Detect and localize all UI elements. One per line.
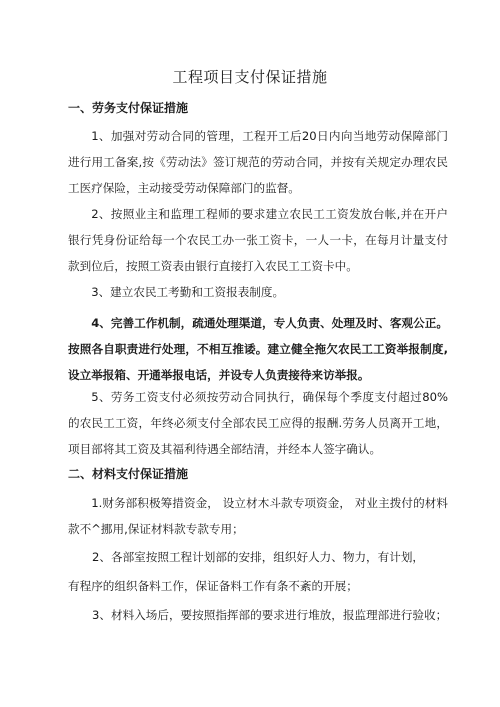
section-heading-labor: 一、劳务支付保证措施	[68, 101, 189, 115]
paragraph-labor-1: 1、加强对劳动合同的管理，工程开工后20日内向当地劳动保障部门进行用工备案,按《劳动法》签订规范的劳动合同，并按有关规定办理农民工医疗保险，主动接受劳动保障部门的监督。	[68, 129, 448, 195]
paragraph-labor-4: 4、完善工作机制，疏通处理渠道，专人负责、处理及时、客观公正。按照各自职责进行处理，不相互推诿。建立健全拖欠农民工工资举报制度,设立举报箱、开通举报电话，并设专人负责接待来访举报。	[68, 316, 448, 382]
document-title: 工程项目支付保证措施	[172, 68, 328, 86]
paragraph-labor-2: 2、按照业主和监理工程师的要求建立农民工工资发放台帐,并在开户银行凭身份证给每一个农民工办一张工资卡，一人一卡，在每月计量支付款到位后，按照工资表由银行直接打入农民工工资卡中。	[68, 207, 448, 273]
paragraph-materials-2-line-1: 2、各部室按照工程计划部的安排，组织好人力、物力，有计划，	[92, 550, 425, 564]
paragraph-materials-1: 1.财务部积极筹措资金， 设立材木斗款专项资金， 对业主拨付的材料款不^挪用,保证材料款专款专用；	[68, 496, 448, 536]
paragraph-materials-2-line-2: 有程序的组织备料工作，保证备料工作有条不紊的开展；	[68, 579, 358, 593]
paragraph-materials-3: 3、材料入场后，要按照指挥部的要求进行堆放，报监理部进行验收；	[92, 608, 448, 622]
paragraph-labor-3: 3、建立农民工考勤和工资报表制度。	[91, 285, 285, 299]
section-heading-materials: 二、材料支付保证措施	[68, 467, 189, 481]
paragraph-labor-5: 5、劳务工资支付必须按劳动合同执行，确保每个季度支付超过80%的农民工工资，年终必须支付全部农民工应得的报酬.劳务人员离开工地，项目部将其工资及其福利待遇全部结清，并经本人签字确认。	[68, 390, 448, 456]
